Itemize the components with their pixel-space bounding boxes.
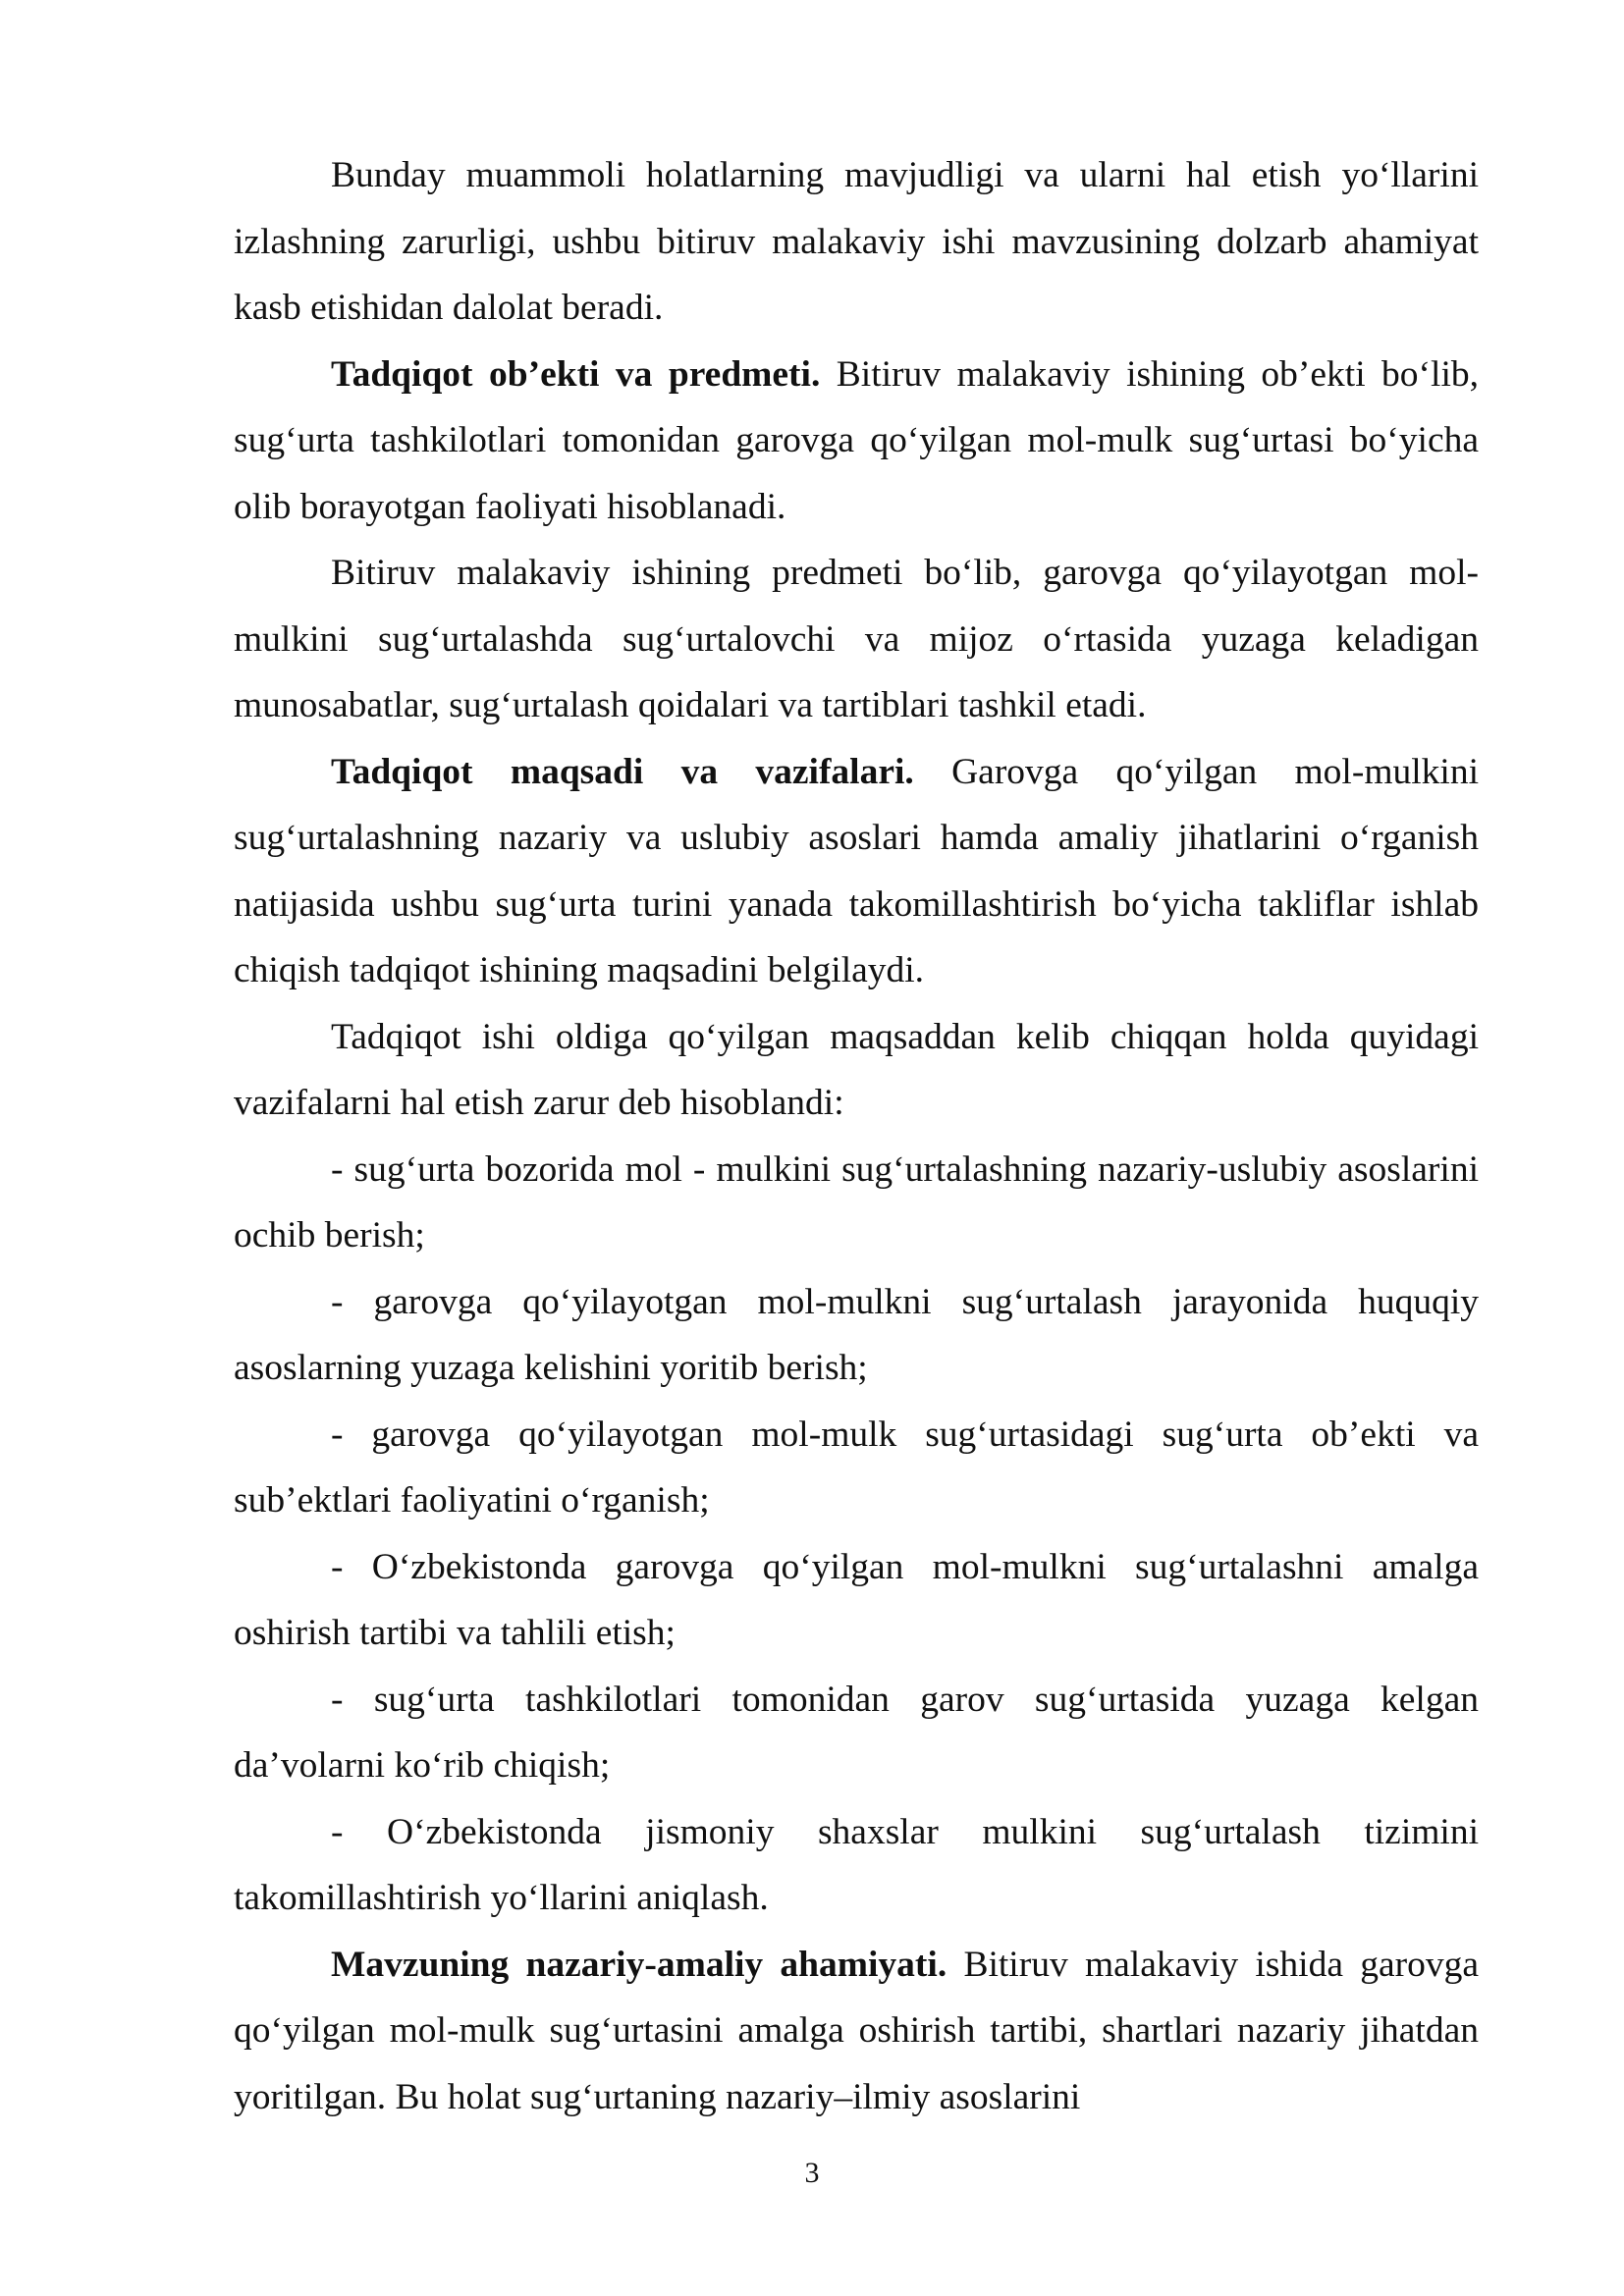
list-item bbox=[234, 1667, 1479, 1799]
list-item bbox=[234, 1402, 1479, 1534]
paragraph-goals bbox=[234, 739, 1479, 1004]
paragraph-object-subject bbox=[234, 342, 1479, 541]
paragraph-subject bbox=[234, 540, 1479, 739]
list-item-text: - garovga qo‘yilayotgan mol-mulk sug‘urtasidagi sug‘urta ob’ekti va sub’ektlari faoliyatini o‘rganish; bbox=[234, 1414, 1479, 1521]
paragraph-text: Bitiruv malakaviy ishining ob’ekti bo‘lib, sug‘urta tashkilotlari tomonidan garovga qo‘yilgan mol-mulk sug‘urtasi bo‘yicha olib borayotgan faoliyati hisoblanadi. bbox=[234, 353, 1479, 527]
paragraph-text: Garovga qo‘yilgan mol-mulkini sug‘urtalashning nazariy va uslubiy asoslari hamda amaliy jihatlarini o‘rganish natijasida ushbu sug‘urta turini yanada takomillashtirish bo‘yicha takliflar ishlab chiqish tadqiqot ishining maqsadini belgilaydi. bbox=[234, 751, 1479, 990]
paragraph-text: Bunday muammoli holatlarning mavjudligi va ularni hal etish yo‘llarini izlashning zarurligi, ushbu bitiruv malakaviy ishi mavzusining dolzarb ahamiyat kasb etishidan dalolat beradi. bbox=[234, 155, 1479, 328]
paragraph-text: Bitiruv malakaviy ishining predmeti bo‘lib, garovga qo‘yilayotgan mol-mulkini sug‘urtalashda sug‘urtalovchi va mijoz o‘rtasida yuzaga keladigan munosabatlar, sug‘urtalash qoidalari va tartiblari tashkil etadi. bbox=[234, 553, 1479, 725]
paragraph-text: Tadqiqot ishi oldiga qo‘yilgan maqsaddan kelib chiqqan holda quyidagi vazifalarni hal etish zarur deb hisoblandi: bbox=[234, 1016, 1479, 1123]
list-item bbox=[234, 1799, 1479, 1932]
section-heading: Tadqiqot ob’ekti va predmeti. bbox=[331, 353, 821, 395]
list-item bbox=[234, 1137, 1479, 1269]
list-item-text: - garovga qo‘yilayotgan mol-mulkni sug‘urtalash jarayonida huquqiy asoslarning yuzaga kelishini yoritib berish; bbox=[234, 1281, 1479, 1388]
paragraph-tasks-intro bbox=[234, 1004, 1479, 1137]
list-item bbox=[234, 1269, 1479, 1402]
list-item-text: - sug‘urta tashkilotlari tomonidan garov sug‘urtasida yuzaga kelgan da’volarni ko‘rib chiqish; bbox=[234, 1679, 1479, 1786]
document-page bbox=[234, 142, 1479, 2130]
section-heading: Tadqiqot maqsadi va vazifalari. bbox=[331, 751, 914, 792]
paragraph-text: Bitiruv malakaviy ishida garovga qo‘yilgan mol-mulk sug‘urtasini amalga oshirish tartibi, shartlari nazariy jihatdan yoritilgan. Bu holat sug‘urtaning nazariy–ilmiy asoslarini bbox=[234, 1944, 1479, 2117]
paragraph-significance bbox=[234, 1932, 1479, 2131]
page-number: 3 bbox=[804, 2157, 820, 2189]
list-item-text: - O‘zbekistonda jismoniy shaxslar mulkini sug‘urtalash tizimini takomillashtirish yo‘llarini aniqlash. bbox=[234, 1811, 1479, 1918]
list-item-text: - O‘zbekistonda garovga qo‘yilgan mol-mulkni sug‘urtalashni amalga oshirish tartibi va tahlili etish; bbox=[234, 1546, 1479, 1653]
paragraph-relevance bbox=[234, 142, 1479, 342]
section-heading: Mavzuning nazariy-amaliy ahamiyati. bbox=[331, 1944, 947, 1985]
list-item-text: - sug‘urta bozorida mol - mulkini sug‘urtalashning nazariy-uslubiy asoslarini ochib berish; bbox=[234, 1148, 1479, 1255]
list-item bbox=[234, 1534, 1479, 1667]
